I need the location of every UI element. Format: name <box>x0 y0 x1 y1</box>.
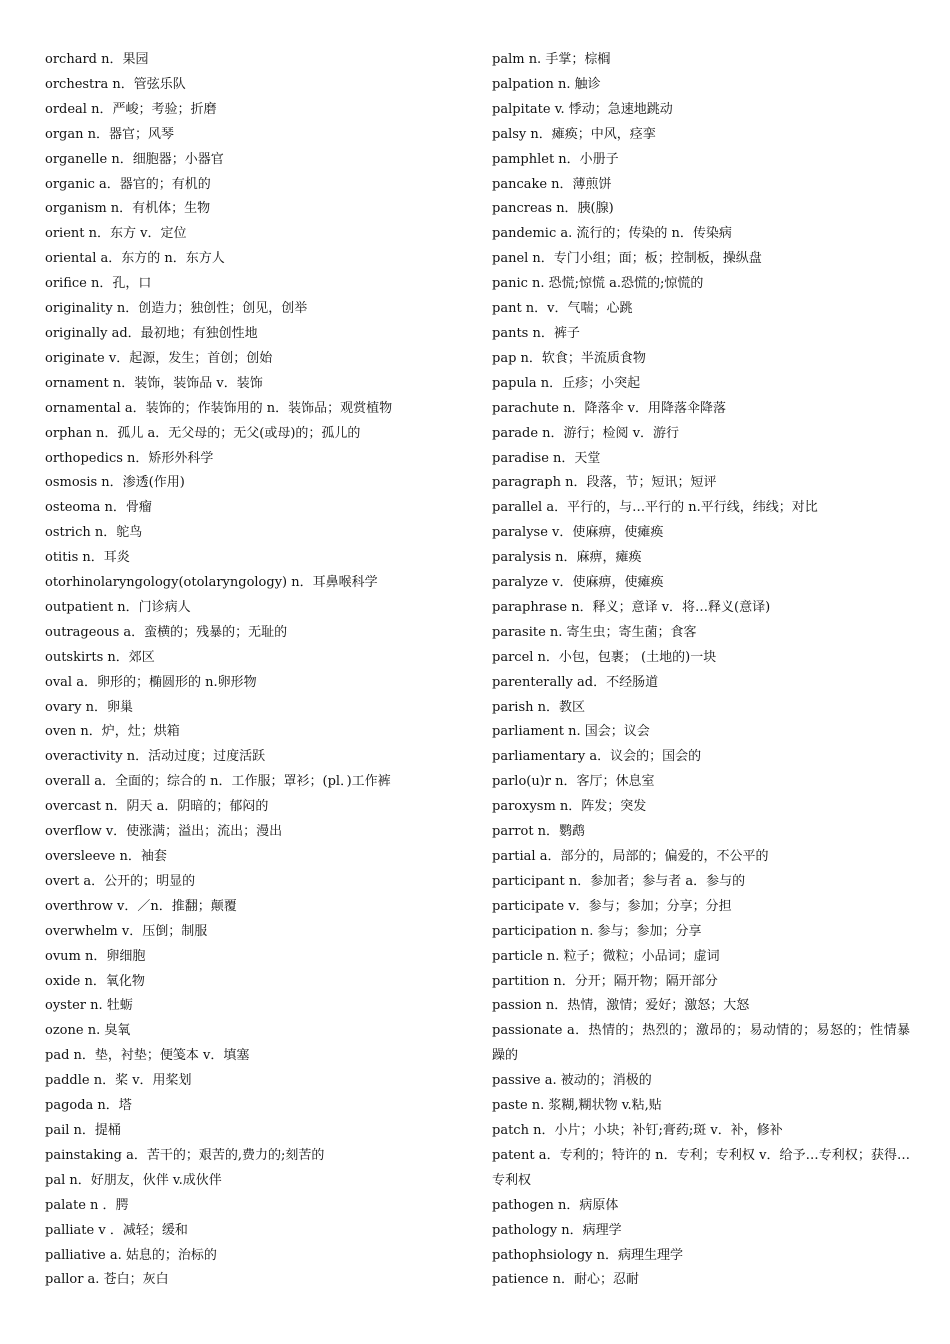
vocab-entry: palliate v ．减轻；缓和 <box>45 1222 188 1238</box>
vocab-entry: otorhinolaryngology(otolaryngology) n．耳鼻喉科学 <box>45 575 378 591</box>
vocab-entry: organic a．器官的；有机的 <box>45 176 211 192</box>
vocab-entry: overall a．全面的；综合的 n．工作服；罩衫；(pl．)工作裤 <box>45 774 391 790</box>
vocab-entry: pathology n．病理学 <box>492 1222 622 1238</box>
vocab-entry: otitis n．耳炎 <box>45 550 130 566</box>
vocab-entry: osteoma n．骨瘤 <box>45 500 152 516</box>
vocab-entry: palsy n．瘫痪；中风，痉挛 <box>492 126 656 142</box>
right-column <box>492 48 910 1293</box>
vocab-entry: orphan n．孤儿 a．无父母的；无父(或母)的；孤儿的 <box>45 425 361 441</box>
vocab-entry: pants n．裤子 <box>492 325 580 341</box>
vocab-entry: parade n．游行；检阅 v．游行 <box>492 425 680 441</box>
vocab-entry: originality n．创造力；独创性；创见，创举 <box>45 301 308 317</box>
vocab-entry: panic n. 恐慌;惊慌 a.恐慌的;惊慌的 <box>492 276 704 292</box>
vocab-entry: passionate a．热情的；热烈的；激昂的；易动情的；易怒的；性情暴躁的 <box>492 1023 910 1064</box>
vocab-entry: participate v．参与；参加；分享；分担 <box>492 898 732 914</box>
vocab-entry: paralyse v．使麻痹，使瘫痪 <box>492 525 664 541</box>
vocab-entry: palm n. 手掌；棕榈 <box>492 52 611 67</box>
vocab-entry: organelle n．细胞器；小器官 <box>45 151 224 167</box>
vocab-entry: parachute n．降落伞 v．用降落伞降落 <box>492 400 726 416</box>
vocab-entry: outrageous a．蛮横的；残暴的；无耻的 <box>45 624 288 640</box>
vocab-entry: oven n．炉，灶；烘箱 <box>45 724 180 740</box>
vocab-entry: patch n．小片；小块；补钉;膏药;斑 v．补，修补 <box>492 1122 783 1138</box>
vocab-entry: organism n．有机体；生物 <box>45 201 211 217</box>
vocab-entry: ozone n. 臭氧 <box>45 1023 131 1039</box>
vocab-entry: oyster n. 牡蛎 <box>45 998 133 1014</box>
vocab-entry: overthrow v．／n．推翻；颠覆 <box>45 898 237 914</box>
vocab-entry: pathogen n．病原体 <box>492 1197 619 1213</box>
vocab-entry: originate v．起源，发生；首创；创始 <box>45 350 273 366</box>
vocab-entry: patent a．专利的；特许的 n．专利；专利权 v．给予…专利权；获得…专利权 <box>492 1147 910 1188</box>
vocab-entry: passive a. 被动的；消极的 <box>492 1073 652 1089</box>
vocab-entry: palpitate v. 悸动；急速地跳动 <box>492 101 673 117</box>
vocab-entry: paralyze v．使麻痹，使瘫痪 <box>492 575 664 591</box>
vocab-entry: particle n. 粒子；微粒；小品词；虚词 <box>492 948 720 964</box>
vocab-entry: oxide n．氧化物 <box>45 973 145 989</box>
vocab-entry: ordeal n．严峻；考验；折磨 <box>45 101 217 117</box>
vocab-entry: parlo(u)r n．客厅；休息室 <box>492 774 655 790</box>
vocab-entry: pancake n．薄煎饼 <box>492 176 612 192</box>
vocab-entry: outskirts n．郊区 <box>45 649 155 665</box>
vocab-entry: paragraph n．段落，节；短讯；短评 <box>492 475 717 491</box>
vocab-entry: pamphlet n．小册子 <box>492 151 619 167</box>
vocab-entry: parliamentary a．议会的；国会的 <box>492 749 702 765</box>
vocab-entry: orient n．东方 v．定位 <box>45 226 187 242</box>
vocab-entry: participant n．参加者；参与者 a．参与的 <box>492 873 746 889</box>
vocab-entry: ostrich n．鸵鸟 <box>45 525 143 541</box>
vocab-entry: overcast n．阴天 a．阴暗的；郁闷的 <box>45 799 269 815</box>
vocab-entry: organ n．器官；风琴 <box>45 126 174 142</box>
vocab-entry: oriental a．东方的 n．东方人 <box>45 251 225 267</box>
vocab-entry: palate n ．腭 <box>45 1197 129 1213</box>
vocab-entry: overwhelm v．压倒；制服 <box>45 923 208 939</box>
vocab-entry: pallor a. 苍白；灰白 <box>45 1272 169 1288</box>
vocab-entry: paroxysm n．阵发；突发 <box>492 799 647 815</box>
vocab-entry: parcel n．小包，包裹； (土地的)一块 <box>492 649 717 665</box>
vocab-entry: parliament n. 国会；议会 <box>492 724 650 740</box>
vocab-entry: participation n. 参与；参加；分享 <box>492 923 702 939</box>
vocab-entry: orchard n．果园 <box>45 52 149 67</box>
vocab-entry: overactivity n．活动过度；过度活跃 <box>45 749 266 765</box>
vocab-entry: pal n．好朋友，伙伴 v.成伙伴 <box>45 1172 222 1188</box>
vocab-entry: orifice n．孔，口 <box>45 276 152 292</box>
vocab-entry: ovary n．卵巢 <box>45 699 133 715</box>
vocab-entry: painstaking a．苦干的；艰苦的,费力的;刻苦的 <box>45 1147 325 1163</box>
vocab-entry: pancreas n．胰(腺) <box>492 201 614 217</box>
vocab-entry: paradise n．天堂 <box>492 450 601 466</box>
vocab-entry: parish n．教区 <box>492 699 585 715</box>
vocab-entry: paralysis n．麻痹，瘫痪 <box>492 550 642 566</box>
vocab-entry: parenterally ad．不经肠道 <box>492 674 659 690</box>
vocab-entry: pail n．提桶 <box>45 1122 121 1138</box>
vocab-entry: pap n．软食；半流质食物 <box>492 350 646 366</box>
vocab-entry: palpation n. 触诊 <box>492 76 601 92</box>
vocab-entry: parallel a．平行的，与…平行的 n.平行线，纬线；对比 <box>492 500 818 516</box>
vocab-entry: orthopedics n．矫形外科学 <box>45 450 214 466</box>
vocab-entry: pathophsiology n．病理生理学 <box>492 1247 684 1263</box>
vocab-entry: partial a．部分的，局部的；偏爱的，不公平的 <box>492 849 769 864</box>
vocab-entry: parrot n．鹦鹉 <box>492 824 586 840</box>
vocab-entry: parasite n. 寄生虫；寄生菌；食客 <box>492 624 697 640</box>
vocab-entry: overt a．公开的；明显的 <box>45 873 196 889</box>
vocab-entry: oval a．卵形的；椭圆形的 n.卵形物 <box>45 674 257 690</box>
vocab-entry: passion n．热情，激情；爱好；激怒；大怒 <box>492 998 750 1014</box>
vocab-entry: papula n．丘疹；小突起 <box>492 375 641 391</box>
vocab-entry: oversleeve n．袖套 <box>45 849 167 864</box>
vocab-entry: ornamental a．装饰的；作装饰用的 n．装饰品；观赏植物 <box>45 400 393 416</box>
vocab-entry: orchestra n．管弦乐队 <box>45 76 186 92</box>
vocab-entry: ornament n．装饰，装饰品 v．装饰 <box>45 375 263 391</box>
vocab-entry: pad n．垫，衬垫；便笺本 v．填塞 <box>45 1048 250 1064</box>
vocab-entry: pagoda n．塔 <box>45 1098 132 1114</box>
vocab-entry: palliative a. 姑息的；治标的 <box>45 1247 217 1263</box>
vocab-entry: osmosis n．渗透(作用) <box>45 475 185 491</box>
vocab-entry: patience n．耐心；忍耐 <box>492 1272 639 1288</box>
vocab-entry: partition n．分开；隔开物；隔开部分 <box>492 973 718 989</box>
left-column <box>45 48 460 1293</box>
vocab-entry: panel n．专门小组；面；板；控制板，操纵盘 <box>492 251 762 267</box>
vocab-entry: paraphrase n．释义；意译 v．将…释义(意译) <box>492 599 771 615</box>
vocab-entry: overflow v．使涨满；溢出；流出；漫出 <box>45 824 283 840</box>
vocab-entry: pandemic a. 流行的；传染的 n．传染病 <box>492 226 732 242</box>
vocab-entry: outpatient n．门诊病人 <box>45 599 191 615</box>
vocab-entry: paste n. 浆糊,糊状物 v.粘,贴 <box>492 1098 662 1114</box>
vocab-entry: paddle n．桨 v．用桨划 <box>45 1073 192 1089</box>
vocab-entry: pant n．v．气喘；心跳 <box>492 301 633 317</box>
vocab-entry: ovum n．卵细胞 <box>45 948 146 964</box>
vocab-entry: originally ad．最初地；有独创性地 <box>45 325 258 341</box>
